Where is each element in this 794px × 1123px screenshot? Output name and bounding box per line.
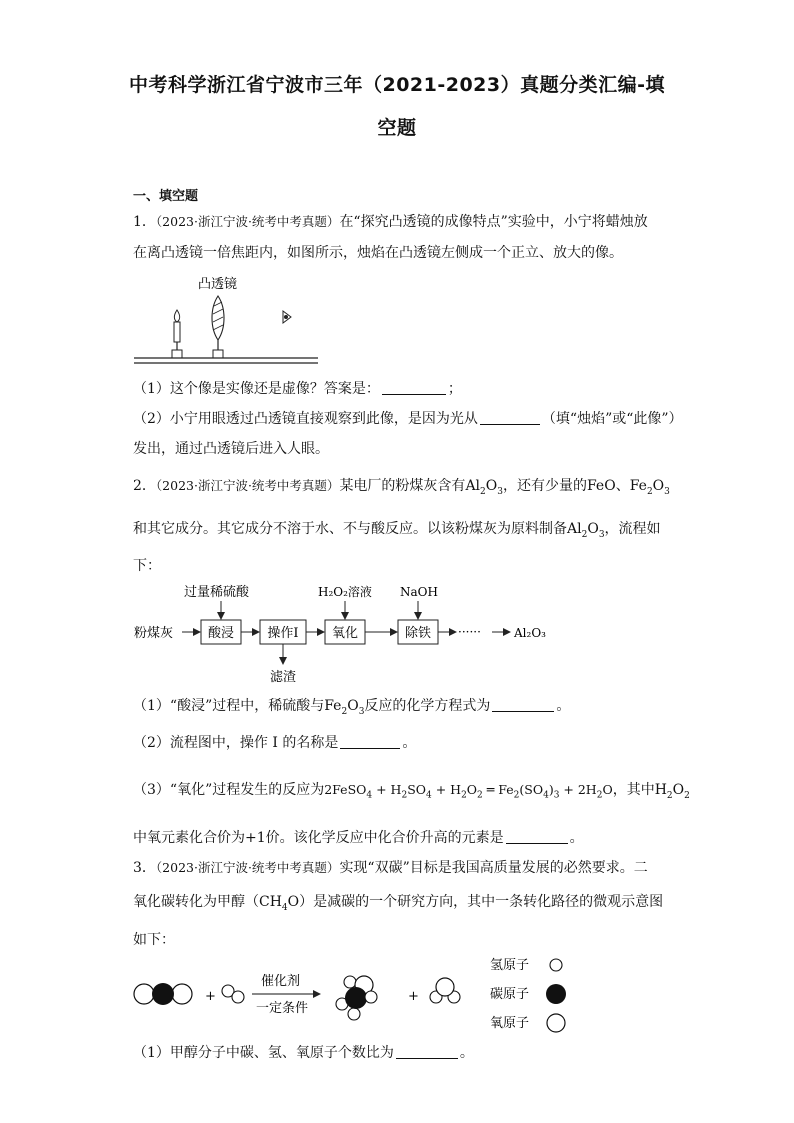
q3-sub1-blank[interactable] — [396, 1044, 458, 1059]
q2-sub3-text3: 中氧元素化合价为+1价。该化学反应中化合价升高的元素是 — [133, 830, 504, 846]
q2-sub3-end: 。 — [569, 830, 584, 846]
q1-sub2-hint: （填“烛焰”或“此像”） — [541, 411, 683, 427]
formula-al2o3-2: $Al_2O_3$ — [567, 521, 605, 540]
q2-line3: 下： — [133, 558, 161, 574]
candle-icon — [172, 310, 182, 358]
q2-line1 — [133, 476, 670, 502]
condition-label: 一定条件 — [256, 1001, 309, 1016]
q2-sub1-blank[interactable] — [492, 697, 554, 712]
legend-oxygen-label: 氧原子 — [490, 1016, 530, 1031]
q2-text1c: 、 — [615, 478, 630, 494]
q3-source: （2023·浙江宁波·统考中考真题） — [155, 860, 340, 875]
q2-sub1-text2: 反应的化学方程式为 — [364, 698, 491, 714]
q2-sub3-text2: ，其中 — [612, 782, 655, 798]
q2-sub2-blank[interactable] — [340, 734, 400, 749]
formula-h2o2: $H_2O_2$ — [654, 782, 690, 801]
q1-line1 — [133, 212, 648, 232]
flow-residue: 滤渣 — [270, 670, 297, 685]
q2-sub3-cont — [133, 828, 584, 848]
convex-lens-icon — [212, 296, 224, 358]
legend-oxygen-icon — [547, 1014, 565, 1032]
h2-molecule-icon — [222, 985, 244, 1003]
flow-product: Al₂O₃ — [514, 626, 546, 640]
flow-step2: 操作I — [267, 626, 299, 641]
formula-fe2o3-2: $Fe_2O_3$ — [324, 698, 365, 717]
catalyst-label: 催化剂 — [261, 974, 301, 989]
q2-text2a: 和其它成分。其它成分不溶于水、不与酸反应。以该粉煤灰为原料制备 — [133, 521, 567, 537]
molecular-reaction-diagram — [128, 952, 588, 1038]
plus-sign-2: + — [408, 989, 419, 1004]
q3-text2b: ）是减碳的一个研究方向，其中一条转化路径的微观示意图 — [299, 894, 664, 910]
q2-sub2-end: 。 — [402, 735, 417, 751]
eye-icon — [283, 311, 291, 323]
q3-line1 — [133, 858, 648, 878]
flow-dots: ······ — [458, 625, 481, 639]
q1-sub2-text: （2）小宁用眼透过凸透镜直接观察到此像，是因为光从 — [133, 411, 478, 427]
q2-text2b: ，流程如 — [604, 521, 661, 537]
q3-sub1-end: 。 — [459, 1045, 474, 1061]
legend-carbon-icon — [546, 984, 566, 1004]
q3-text1: 实现“双碳”目标是我国高质量发展的必然要求。二 — [339, 860, 648, 876]
reaction-equation: 2FeSO$_4$ + $H_2SO_4 + H_2O_2$ ═ $Fe_2(SO_4)_3 + 2H_2O$ — [324, 782, 613, 801]
flow-step1: 酸浸 — [207, 626, 235, 641]
formula-al2o3: $Al_2O_3$ — [465, 478, 503, 497]
q2-sub3-blank[interactable] — [506, 829, 568, 844]
co2-molecule-icon — [134, 983, 192, 1005]
legend-carbon-label: 碳原子 — [490, 987, 530, 1002]
flow-reagent1: 过量稀硫酸 — [184, 585, 250, 600]
legend-hydrogen-label: 氢原子 — [490, 958, 530, 973]
q3-number: 3． — [133, 860, 156, 876]
formula-ch4o: $CH_4O$ — [259, 894, 300, 913]
q2-sub1-end: 。 — [556, 698, 571, 714]
lens-experiment-figure — [130, 272, 330, 368]
q2-text1a: 某电厂的粉煤灰含有 — [339, 478, 466, 494]
q1-source: （2023·浙江宁波·统考中考真题） — [155, 214, 340, 229]
flow-reagent2: H₂O₂溶液 — [318, 585, 372, 599]
q1-sub2 — [133, 409, 683, 429]
doc-title-line1: 中考科学浙江省宁波市三年（2021-2023）真题分类汇编-填 — [128, 74, 666, 96]
legend-hydrogen-icon — [550, 959, 562, 971]
q2-sub2 — [133, 733, 416, 753]
flow-step3: 氧化 — [331, 626, 359, 641]
q1-sub1-blank[interactable] — [382, 380, 446, 395]
q3-text2a: 氧化碳转化为甲醇（ — [133, 894, 259, 910]
q2-sub3-text: （3）“氧化”过程发生的反应为 — [133, 782, 325, 798]
q3-line2 — [133, 892, 663, 918]
q2-sub1-text: （1）“酸浸”过程中，稀硫酸与 — [133, 698, 325, 714]
doc-title-line2: 空题 — [377, 117, 417, 139]
q2-sub3 — [133, 780, 690, 806]
q1-line2: 在离凸透镜一倍焦距内，如图所示，烛焰在凸透镜左侧成一个正立、放大的像。 — [133, 245, 623, 261]
q1-number: 1． — [133, 214, 156, 230]
q2-source: （2023·浙江宁波·统考中考真题） — [155, 478, 340, 493]
q3-line3: 如下： — [133, 932, 175, 948]
q2-text1b: ，还有少量的 — [502, 478, 587, 494]
q2-number: 2． — [133, 478, 156, 494]
q3-sub1 — [133, 1043, 474, 1063]
formula-feo: FeO — [586, 478, 616, 494]
q1-sub1-text: （1）这个像是实像还是虚像？答案是： — [133, 381, 380, 397]
q2-sub2-text: （2）流程图中，操作 I 的名称是 — [133, 735, 339, 751]
lens-label: 凸透镜 — [198, 277, 238, 292]
water-molecule-icon — [430, 978, 460, 1003]
q2-sub1 — [133, 696, 570, 722]
flow-start: 粉煤灰 — [134, 626, 174, 641]
q1-text1: 在“探究凸透镜的成像特点”实验中，小宁将蜡烛放 — [339, 214, 648, 230]
formula-fe2o3: $Fe_2O_3$ — [629, 478, 670, 497]
q3-sub1-text: （1）甲醇分子中碳、氢、氧原子个数比为 — [133, 1045, 394, 1061]
q1-sub1-end: ； — [447, 381, 462, 397]
q1-sub2-blank[interactable] — [480, 410, 540, 425]
flow-step4: 除铁 — [404, 626, 432, 641]
q1-sub2-cont: 发出，通过凸透镜后进入人眼。 — [133, 441, 329, 457]
flow-reagent3: NaOH — [400, 585, 438, 599]
methanol-molecule-icon — [336, 976, 377, 1020]
q2-line2 — [133, 519, 661, 545]
plus-sign-1: + — [205, 989, 216, 1004]
section-heading: 一、填空题 — [133, 189, 199, 204]
q1-sub1 — [133, 379, 462, 399]
process-flow-diagram — [130, 580, 570, 688]
